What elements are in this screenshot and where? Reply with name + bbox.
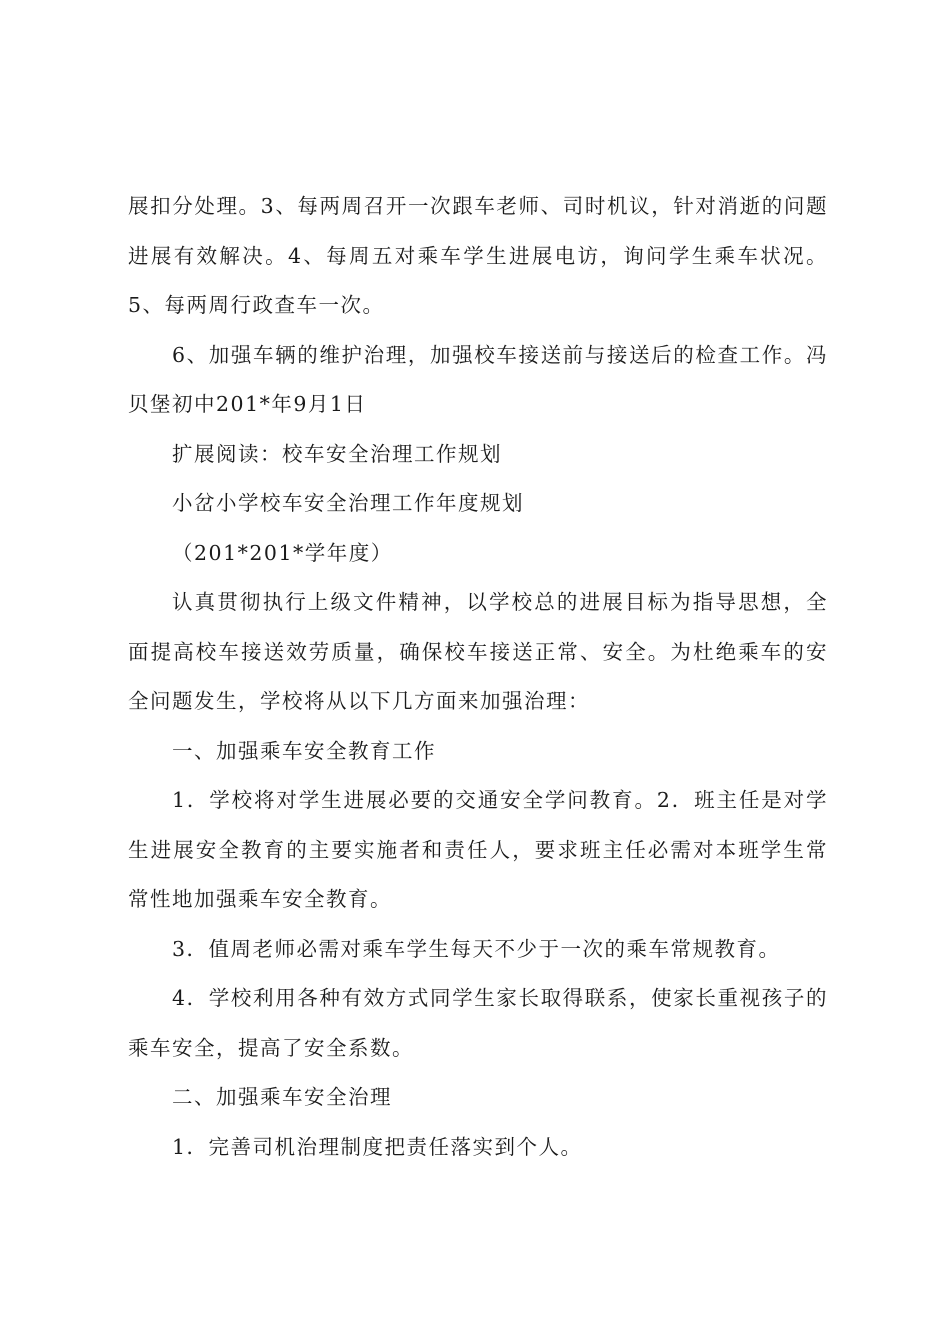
paragraph-item-1-2: 1．学校将对学生进展必要的交通安全学问教育。2．班主任是对学生进展安全教育的主要实施者和责任人，要求班主任必需对本班学生常常性地加强乘车安全教育。 (128, 788, 828, 911)
document-body (128, 182, 828, 1172)
school-year: （201*201*学年度） (172, 540, 393, 565)
section-heading-1: 一、加强乘车安全教育工作 (172, 738, 436, 763)
extended-reading-heading: 扩展阅读：校车安全治理工作规划 (172, 441, 502, 466)
paragraph-2: 6、加强车辆的维护治理，加强校车接送前与接送后的检查工作。冯贝堡初中201*年9月1日 (128, 342, 828, 416)
section-heading-2: 二、加强乘车安全治理 (172, 1085, 392, 1109)
paragraph-1: 展扣分处理。3、每两周召开一次跟车老师、司时机议，针对消逝的问题进展有效解决。4、每周五对乘车学生进展电访，询问学生乘车状况。5、每两周行政查车一次。 (128, 194, 828, 317)
plan-title: 小岔小学校车安全治理工作年度规划 (172, 491, 524, 515)
paragraph-section2-item-1: 1．完善司机治理制度把责任落实到个人。 (172, 1134, 583, 1159)
paragraph-intro: 认真贯彻执行上级文件精神，以学校总的进展目标为指导思想，全面提高校车接送效劳质量，确保校车接送正常、安全。为杜绝乘车的安全问题发生，学校将从以下几方面来加强治理： (128, 590, 828, 713)
paragraph-item-3: 3．值周老师必需对乘车学生每天不少于一次的乘车常规教育。 (172, 936, 781, 961)
paragraph-item-4: 4．学校利用各种有效方式同学生家长取得联系，使家长重视孩子的乘车安全，提高了安全系数。 (128, 986, 828, 1060)
